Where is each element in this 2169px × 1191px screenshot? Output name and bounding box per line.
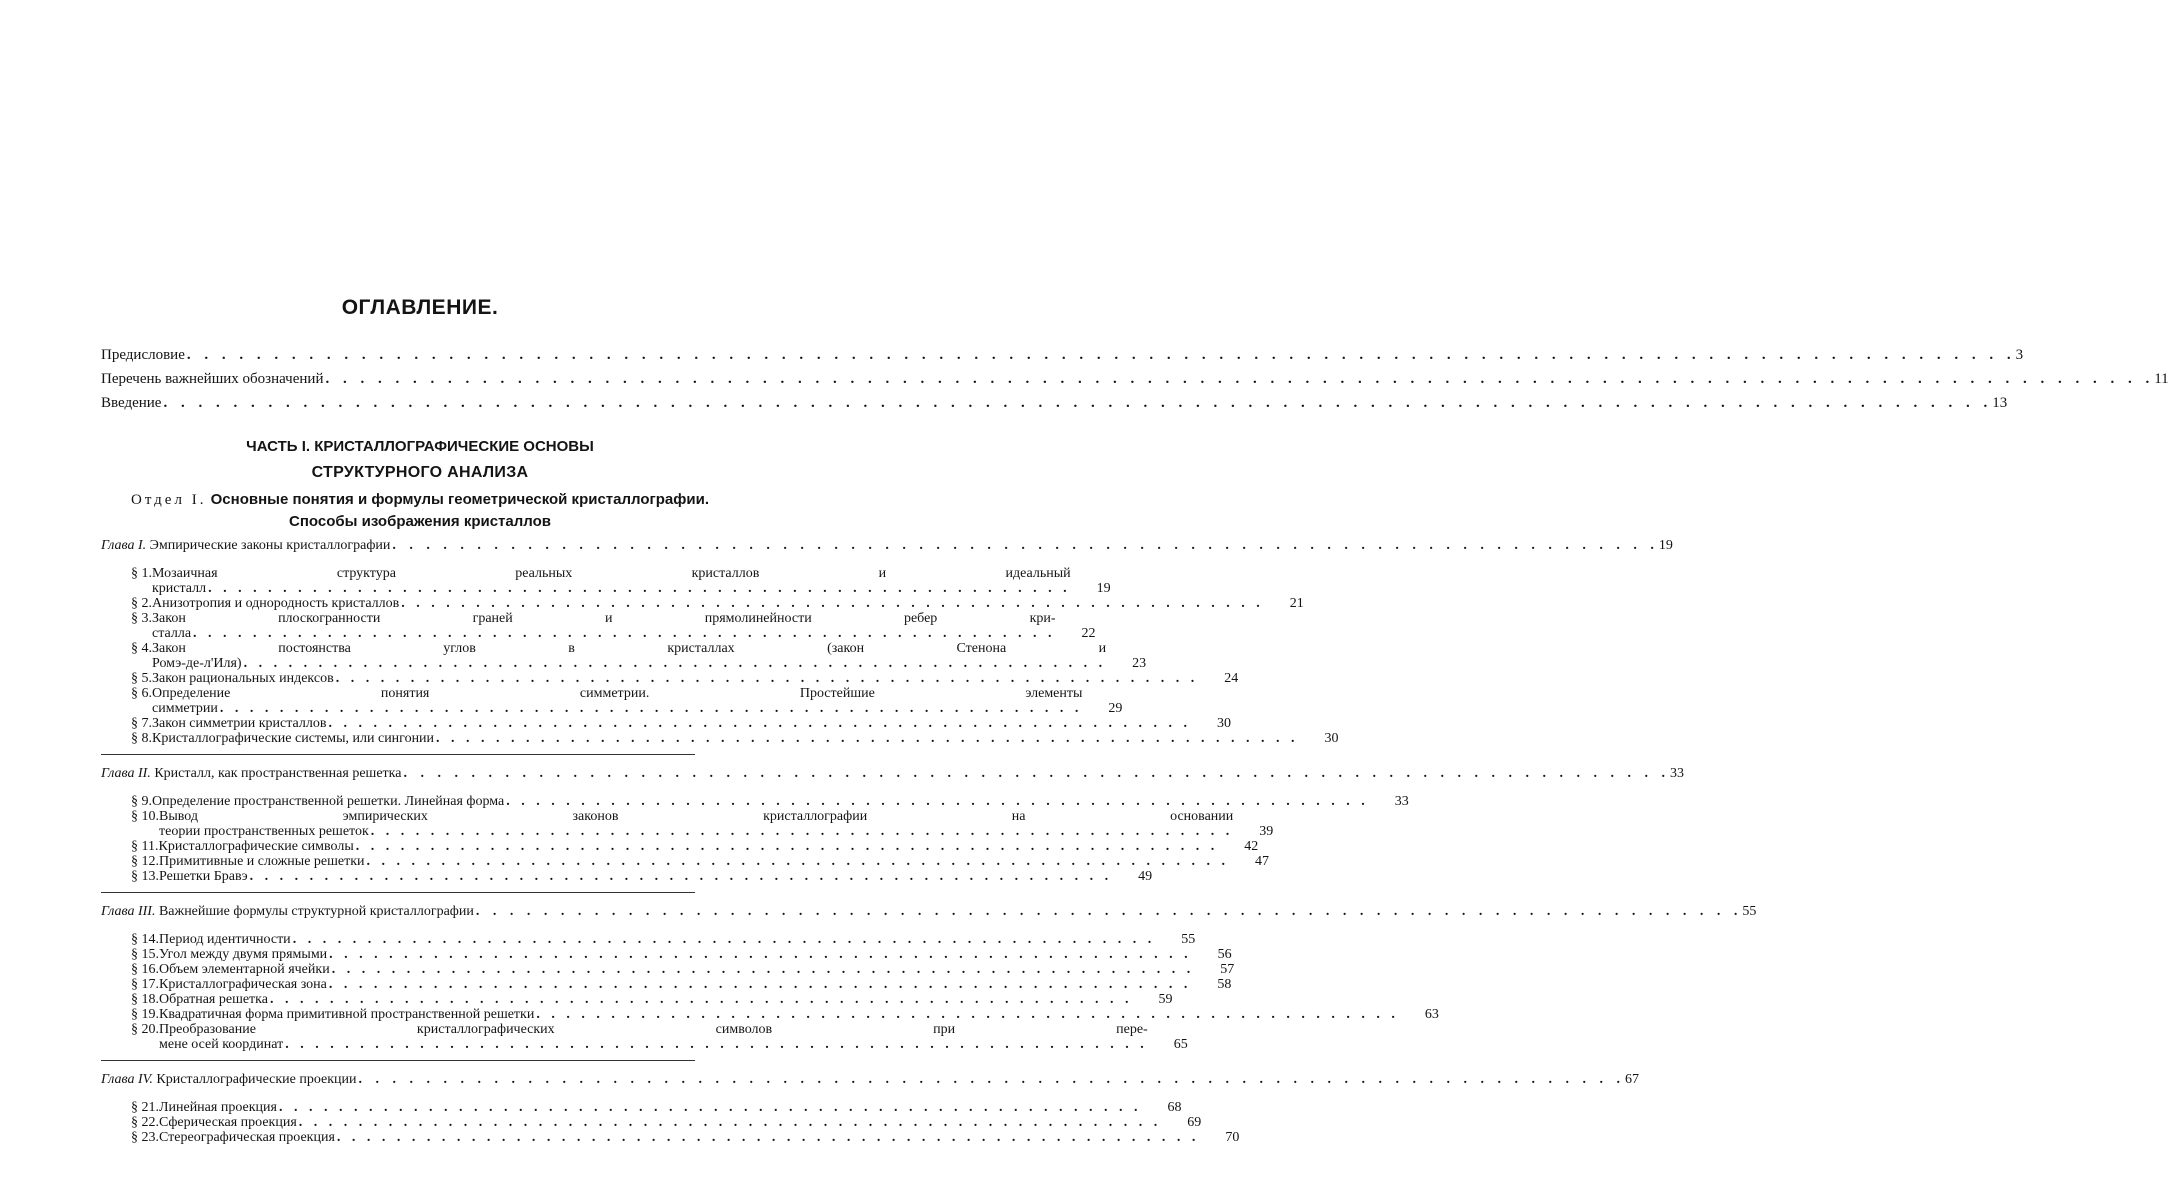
paragraph-page: 39 xyxy=(1259,824,1274,839)
paragraph-text: Преобразование кристаллографических символов при пере- xyxy=(159,1022,1148,1037)
paragraph-entry[interactable] xyxy=(131,947,1232,962)
paragraph-page: 58 xyxy=(1217,977,1232,992)
paragraph-entry[interactable] xyxy=(131,992,1173,1007)
paragraph-body xyxy=(159,854,1269,869)
leader-dots xyxy=(293,932,1156,947)
paragraph-entry[interactable] xyxy=(131,977,1232,992)
paragraph-body xyxy=(152,686,1122,716)
leader-dots xyxy=(356,839,1219,854)
paragraph-entry[interactable] xyxy=(131,1130,1240,1145)
paragraph-body xyxy=(159,962,1234,977)
paragraph-text: Линейная проекция xyxy=(159,1100,277,1115)
paragraph-text: Сферическая проекция xyxy=(159,1115,297,1130)
paragraph-line xyxy=(152,566,1111,581)
paragraph-entry[interactable] xyxy=(131,809,1274,839)
leader-dots xyxy=(187,343,2016,367)
leader-dots xyxy=(367,854,1230,869)
paragraph-page: 30 xyxy=(1324,731,1339,746)
paragraph-line xyxy=(152,596,1304,611)
leader-dots xyxy=(371,824,1234,839)
paragraph-text: теории пространственных решеток xyxy=(159,824,369,839)
entry-page: 11 xyxy=(2154,367,2168,391)
paragraph-body xyxy=(159,809,1273,839)
paragraph-page: 70 xyxy=(1225,1130,1240,1145)
leader-dots xyxy=(279,1100,1142,1115)
paragraph-entry[interactable] xyxy=(131,731,1339,746)
paragraph-entry[interactable] xyxy=(131,932,1196,947)
leader-dots xyxy=(285,1037,1148,1052)
paragraph-number: § 16. xyxy=(131,962,159,977)
paragraph-page: 59 xyxy=(1158,992,1173,1007)
paragraph-text: Квадратичная форма примитивной пространственной решетки xyxy=(159,1007,535,1022)
section-title-line1: Основные понятия и формулы геометрической кристаллографии. xyxy=(210,491,709,508)
paragraph-line xyxy=(159,824,1273,839)
part-heading-line2: СТРУКТУРНОГО АНАЛИЗА xyxy=(311,464,529,481)
paragraph-text: симметрии xyxy=(152,701,218,716)
paragraph-line xyxy=(152,701,1122,716)
paragraph-entry[interactable] xyxy=(131,611,1096,641)
section-heading xyxy=(0,489,840,533)
leader-dots xyxy=(332,962,1195,977)
paragraph-text: Обратная решетка xyxy=(159,992,268,1007)
paragraph-page: 42 xyxy=(1244,839,1259,854)
paragraph-number: § 13. xyxy=(131,869,159,884)
leader-dots xyxy=(325,367,2154,391)
paragraph-text: Анизотропия и однородность кристаллов xyxy=(152,596,400,611)
leader-dots xyxy=(328,716,1191,731)
paragraph-body xyxy=(152,611,1096,641)
paragraph-text: кристалл xyxy=(152,581,207,596)
front-matter-entry[interactable] xyxy=(101,343,2024,367)
paragraph-text: сталла xyxy=(152,626,192,641)
paragraph-number: § 7. xyxy=(131,716,152,731)
paragraph-entry[interactable] xyxy=(131,716,1231,731)
section-prefix: Отдел I. xyxy=(130,492,207,508)
paragraph-number: § 5. xyxy=(131,671,152,686)
leader-dots xyxy=(250,869,1113,884)
chapter-label xyxy=(101,1068,359,1092)
paragraph-entry[interactable] xyxy=(131,671,1239,686)
chapter-divider xyxy=(101,892,695,894)
paragraph-text: Мозаичная структура реальных кристаллов и идеальный xyxy=(152,566,1071,581)
paragraph-number: § 8. xyxy=(131,731,152,746)
paragraph-text: Период идентичности xyxy=(159,932,291,947)
leader-dots xyxy=(193,626,1056,641)
leader-dots xyxy=(359,1068,1626,1092)
paragraph-text: Закон плоскогранности граней и прямолинейности ребер кри- xyxy=(152,611,1056,626)
paragraph-line xyxy=(152,641,1146,656)
paragraph-text: Объем элементарной ячейки xyxy=(159,962,330,977)
paragraph-text: Кристаллографические системы, или сингонии xyxy=(152,731,435,746)
leader-dots xyxy=(476,900,1743,924)
paragraph-text: Определение пространственной решетки. Линейная форма xyxy=(152,794,505,809)
paragraph-body xyxy=(158,839,1258,854)
paragraph-line xyxy=(159,1100,1181,1115)
paragraph-text: Кристаллографические символы xyxy=(158,839,354,854)
paragraph-text: Ромэ-де-л'Иля) xyxy=(152,656,242,671)
paragraph-text: Стереографическая проекция xyxy=(159,1130,335,1145)
chapter-page: 33 xyxy=(1669,766,1684,781)
paragraph-entry[interactable] xyxy=(131,596,1304,611)
chapter-entry[interactable] xyxy=(101,1068,1640,1092)
paragraph-entry[interactable] xyxy=(131,839,1259,854)
paragraph-entry[interactable] xyxy=(131,962,1235,977)
paragraph-page: 63 xyxy=(1424,1007,1439,1022)
paragraph-body xyxy=(159,1100,1181,1115)
leader-dots xyxy=(401,596,1264,611)
paragraph-page: 21 xyxy=(1289,596,1304,611)
paragraph-page: 47 xyxy=(1255,854,1270,869)
paragraph-line xyxy=(152,716,1231,731)
paragraph-number: § 19. xyxy=(131,1007,159,1022)
paragraph-entry[interactable] xyxy=(131,854,1270,869)
paragraph-page: 23 xyxy=(1132,656,1147,671)
paragraph-body xyxy=(159,1007,1439,1022)
chapter-page: 19 xyxy=(1658,538,1673,553)
part-heading-line1: ЧАСТЬ I. КРИСТАЛЛОГРАФИЧЕСКИЕ ОСНОВЫ xyxy=(246,438,594,455)
paragraph-line xyxy=(159,962,1234,977)
paragraph-line xyxy=(152,656,1146,671)
paragraph-number: § 12. xyxy=(131,854,159,869)
front-matter-list xyxy=(101,343,2169,415)
paragraph-page: 69 xyxy=(1187,1115,1202,1130)
part-heading xyxy=(0,434,840,486)
leader-dots xyxy=(220,701,1083,716)
paragraph-line xyxy=(159,977,1231,992)
paragraph-text: мене осей координат xyxy=(159,1037,284,1052)
paragraph-text: Закон постоянства углов в кристаллах (закон Стенона и xyxy=(152,641,1107,656)
chapter-prefix: Глава II. xyxy=(101,766,151,781)
paragraph-body xyxy=(159,932,1195,947)
paragraph-page: 49 xyxy=(1138,869,1153,884)
paragraph-body xyxy=(159,1130,1239,1145)
entry-label: Перечень важнейших обозначений xyxy=(101,367,325,391)
paragraph-line xyxy=(159,869,1152,884)
paragraph-number: § 6. xyxy=(131,686,152,701)
chapter-entry[interactable] xyxy=(101,762,1684,786)
paragraph-body xyxy=(159,947,1232,962)
leader-dots xyxy=(299,1115,1162,1130)
paragraph-page: 19 xyxy=(1096,581,1111,596)
paragraph-number: § 3. xyxy=(131,611,152,626)
leader-dots xyxy=(163,391,1992,415)
paragraph-line xyxy=(159,1037,1188,1052)
paragraph-line xyxy=(159,932,1195,947)
paragraph-body xyxy=(159,1022,1188,1052)
paragraph-page: 33 xyxy=(1394,794,1409,809)
paragraph-body xyxy=(159,1115,1201,1130)
paragraph-page: 57 xyxy=(1220,962,1235,977)
paragraph-line xyxy=(159,992,1172,1007)
paragraph-line xyxy=(152,611,1096,626)
entry-page: 13 xyxy=(1992,391,2007,415)
section-title-line2: Способы изображения кристаллов xyxy=(289,513,551,530)
front-matter-entry[interactable] xyxy=(101,367,2169,391)
paragraph-entry[interactable] xyxy=(131,1115,1202,1130)
entry-label: Предисловие xyxy=(101,343,187,367)
paragraph-line xyxy=(152,686,1122,701)
front-matter-entry[interactable] xyxy=(101,391,2008,415)
paragraph-text: Закон рациональных индексов xyxy=(152,671,334,686)
paragraph-line xyxy=(159,854,1269,869)
paragraph-text: Определение понятия симметрии. Простейшие элементы xyxy=(152,686,1083,701)
paragraph-line xyxy=(152,671,1238,686)
leader-dots xyxy=(506,794,1369,809)
paragraph-body xyxy=(159,992,1172,1007)
paragraph-line xyxy=(159,947,1232,962)
leader-dots xyxy=(337,1130,1200,1145)
paragraph-page: 56 xyxy=(1217,947,1232,962)
chapter-title: Кристаллографические проекции xyxy=(152,1072,357,1087)
chapter-entry[interactable] xyxy=(101,900,1757,924)
leader-dots xyxy=(392,534,1659,558)
paragraph-body xyxy=(152,716,1231,731)
entry-label: Введение xyxy=(101,391,163,415)
chapter-prefix: Глава I. xyxy=(101,538,147,553)
paragraph-number: § 23. xyxy=(131,1130,159,1145)
chapter-title: Важнейшие формулы структурной кристаллографии xyxy=(155,904,474,919)
paragraph-line xyxy=(152,794,1409,809)
entry-page: 3 xyxy=(2016,343,2024,367)
paragraph-number: § 14. xyxy=(131,932,159,947)
chapter-title: Кристалл, как пространственная решетка xyxy=(150,766,402,781)
chapter-prefix: Глава III. xyxy=(101,904,156,919)
paragraph-line xyxy=(159,1130,1239,1145)
paragraph-number: § 2. xyxy=(131,596,152,611)
paragraph-number: § 10. xyxy=(131,809,159,824)
paragraph-number: § 22. xyxy=(131,1115,159,1130)
paragraph-number: § 18. xyxy=(131,992,159,1007)
paragraph-body xyxy=(152,794,1409,809)
paragraph-line xyxy=(159,809,1273,824)
paragraph-entry[interactable] xyxy=(131,641,1147,671)
paragraph-line xyxy=(152,626,1096,641)
paragraph-line xyxy=(159,1115,1201,1130)
paragraph-text: Угол между двумя прямыми xyxy=(159,947,328,962)
paragraph-line xyxy=(159,1022,1188,1037)
paragraph-page: 65 xyxy=(1173,1037,1188,1052)
paragraph-body xyxy=(152,731,1339,746)
leader-dots xyxy=(329,977,1192,992)
paragraph-text: Закон симметрии кристаллов xyxy=(152,716,327,731)
paragraph-number: § 9. xyxy=(131,794,152,809)
paragraph-page: 22 xyxy=(1081,626,1096,641)
chapter-label xyxy=(101,534,392,558)
paragraph-body xyxy=(152,671,1238,686)
paragraph-page: 68 xyxy=(1167,1100,1182,1115)
paragraph-body xyxy=(152,596,1304,611)
paragraph-entry[interactable] xyxy=(131,686,1123,716)
paragraph-line xyxy=(159,1007,1439,1022)
leader-dots xyxy=(536,1007,1399,1022)
leader-dots xyxy=(208,581,1071,596)
paragraph-text: Кристаллографическая зона xyxy=(159,977,327,992)
paragraph-entry[interactable] xyxy=(131,1022,1188,1052)
leader-dots xyxy=(329,947,1192,962)
paragraph-body xyxy=(159,869,1152,884)
chapter-entry[interactable] xyxy=(101,534,1673,558)
chapter-divider xyxy=(101,1060,695,1062)
paragraph-text: Решетки Бравэ xyxy=(159,869,248,884)
page-title: ОГЛАВЛЕНИЕ. xyxy=(341,296,499,319)
paragraph-entry[interactable] xyxy=(131,869,1153,884)
paragraph-page: 30 xyxy=(1216,716,1231,731)
paragraph-number: § 11. xyxy=(131,839,159,854)
paragraph-line xyxy=(152,581,1111,596)
paragraph-page: 24 xyxy=(1224,671,1239,686)
paragraph-number: § 4. xyxy=(131,641,152,656)
chapter-page: 55 xyxy=(1742,904,1757,919)
paragraph-line xyxy=(152,731,1339,746)
chapter-label xyxy=(101,900,476,924)
chapter-page: 67 xyxy=(1625,1072,1640,1087)
leader-dots xyxy=(336,671,1199,686)
paragraph-line xyxy=(158,839,1258,854)
paragraph-page: 29 xyxy=(1108,701,1123,716)
paragraph-number: § 15. xyxy=(131,947,159,962)
paragraph-text: Вывод эмпирических законов кристаллографии на основании xyxy=(159,809,1234,824)
paragraph-number: § 17. xyxy=(131,977,159,992)
chapter-label xyxy=(101,762,403,786)
leader-dots xyxy=(244,656,1107,671)
paragraph-entry[interactable] xyxy=(131,1100,1182,1115)
paragraph-number: § 1. xyxy=(131,566,152,581)
paragraph-body xyxy=(152,641,1146,671)
paragraph-page: 55 xyxy=(1181,932,1196,947)
paragraph-body xyxy=(152,566,1111,596)
chapter-prefix: Глава IV. xyxy=(101,1072,153,1087)
chapter-divider xyxy=(101,754,695,756)
leader-dots xyxy=(403,762,1670,786)
leader-dots xyxy=(270,992,1133,1007)
chapter-list xyxy=(101,528,1757,1145)
paragraph-number: § 21. xyxy=(131,1100,159,1115)
leader-dots xyxy=(436,731,1299,746)
paragraph-entry[interactable] xyxy=(131,794,1409,809)
paragraph-entry[interactable] xyxy=(131,566,1111,596)
chapter-title: Эмпирические законы кристаллографии xyxy=(146,538,391,553)
paragraph-number: § 20. xyxy=(131,1022,159,1037)
paragraph-text: Примитивные и сложные решетки xyxy=(159,854,365,869)
paragraph-entry[interactable] xyxy=(131,1007,1439,1022)
paragraph-body xyxy=(159,977,1231,992)
